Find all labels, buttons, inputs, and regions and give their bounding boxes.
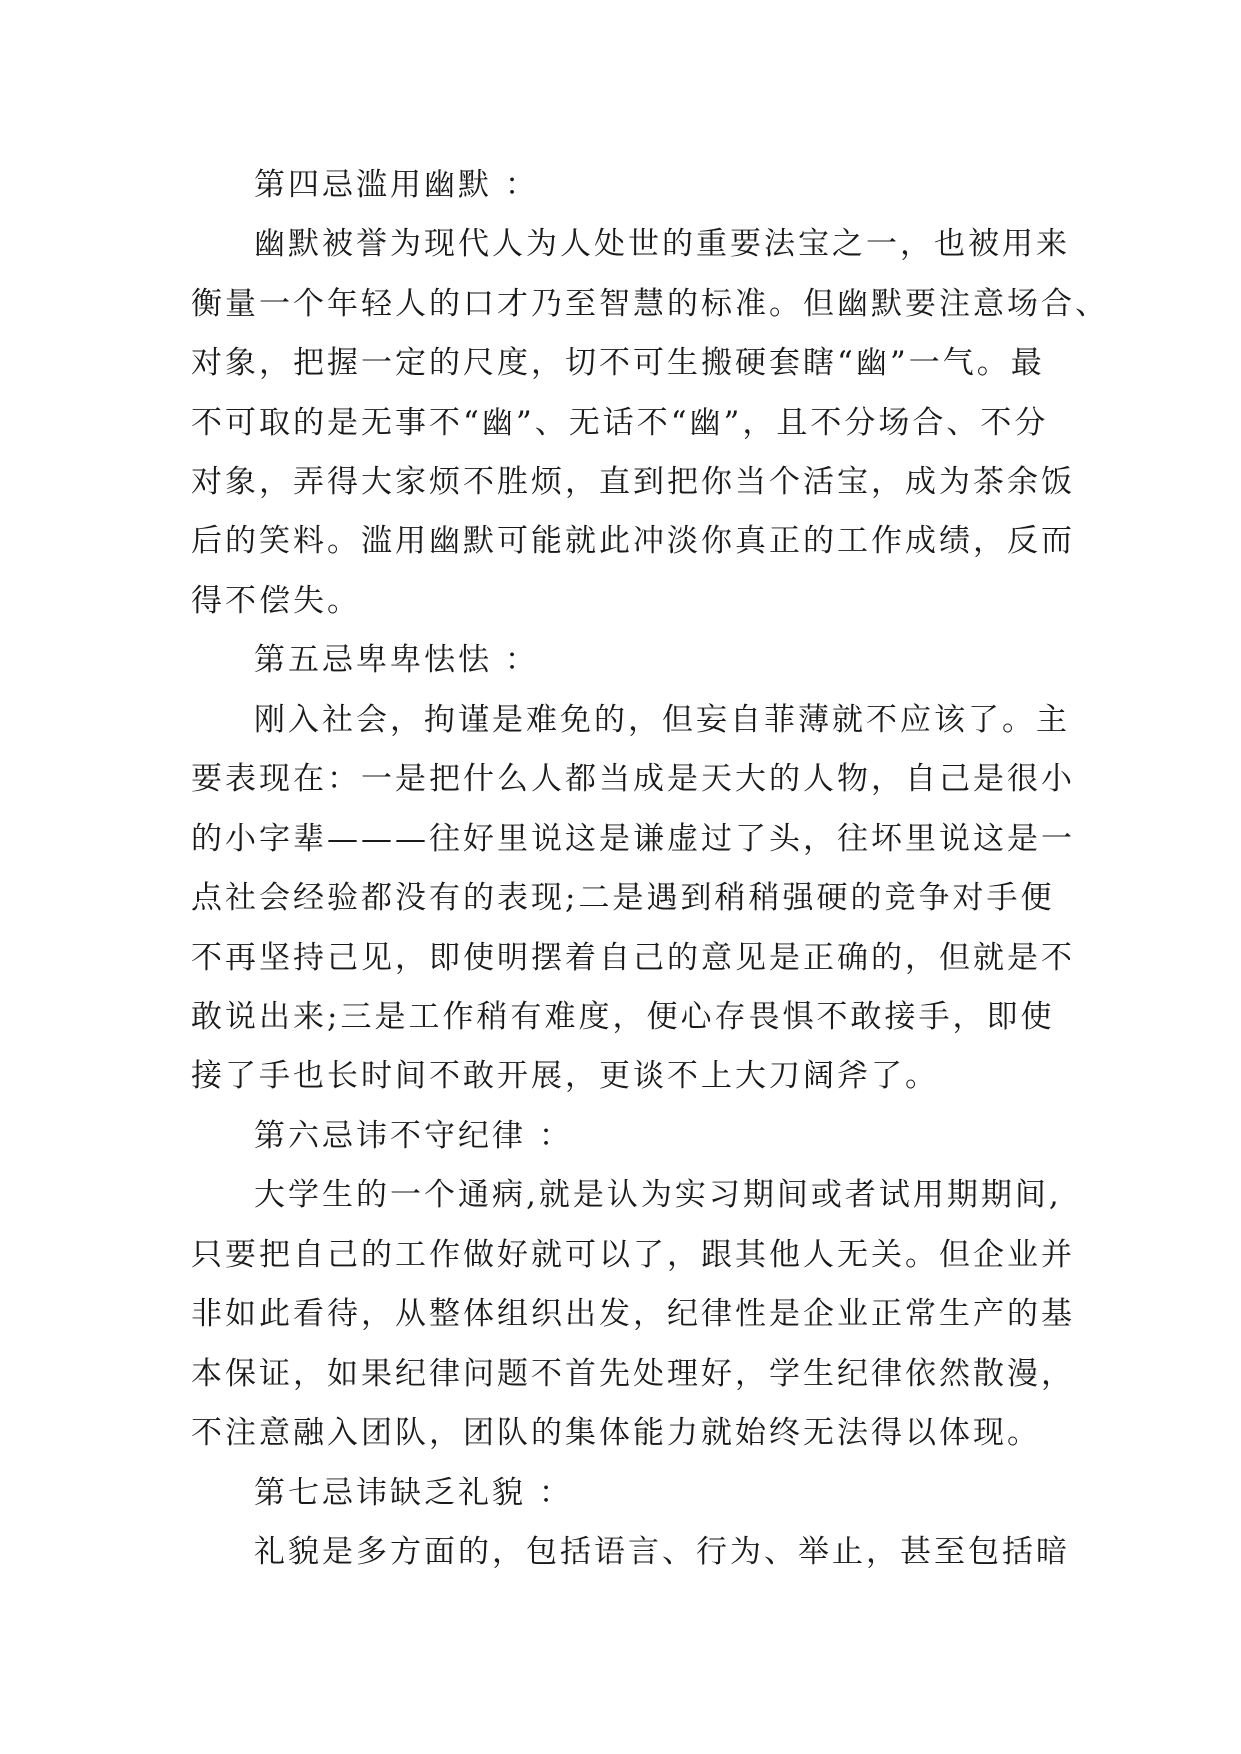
paragraph-line: 幽默被誉为现代人为人处世的重要法宝之一，也被用来 bbox=[254, 226, 1070, 262]
paragraph-line: 的小字辈———往好里说这是谦虚过了头，往坏里说这是一 bbox=[191, 821, 1075, 857]
paragraph-line: 不注意融入团队，团队的集体能力就始终无法得以体现。 bbox=[191, 1415, 1041, 1451]
paragraph-line: 敢说出来;三是工作稍有难度，便心存畏惧不敢接手，即使 bbox=[191, 999, 1055, 1035]
paragraph-line: 点社会经验都没有的表现;二是遇到稍稍强硬的竞争对手便 bbox=[191, 880, 1055, 916]
paragraph-line: 大学生的一个通病,就是认为实习期间或者试用期期间, bbox=[254, 1177, 1062, 1213]
paragraph-line: 只要把自己的工作做好就可以了，跟其他人无关。但企业并 bbox=[191, 1237, 1075, 1273]
paragraph-line: 礼貌是多方面的，包括语言、行为、举止，甚至包括暗 bbox=[254, 1534, 1070, 1570]
paragraph-line: 非如此看待，从整体组织出发，纪律性是企业正常生产的基 bbox=[191, 1296, 1075, 1332]
heading-4: 第四忌滥用幽默 ： bbox=[254, 167, 539, 203]
paragraph-line: 要表现在：一是把什么人都当成是天大的人物，自己是很小 bbox=[191, 761, 1075, 797]
paragraph-line: 得不偿失。 bbox=[191, 583, 361, 619]
heading-7: 第七忌讳缺乏礼貌 ： bbox=[254, 1475, 573, 1511]
paragraph-line: 对象，把握一定的尺度，切不可生搬硬套瞎“幽”一气。最 bbox=[191, 345, 1045, 381]
paragraph-line: 不可取的是无事不“幽”、无话不“幽”，且不分场合、不分 bbox=[191, 405, 1049, 441]
paragraph-line: 不再坚持己见，即使明摆着自己的意见是正确的，但就是不 bbox=[191, 940, 1075, 976]
paragraph-line: 后的笑料。滥用幽默可能就此冲淡你真正的工作成绩，反而 bbox=[191, 523, 1075, 559]
paragraph-line: 衡量一个年轻人的口才乃至智慧的标准。但幽默要注意场合、 bbox=[191, 286, 1109, 322]
paragraph-line: 接了手也长时间不敢开展，更谈不上大刀阔斧了。 bbox=[191, 1058, 939, 1094]
paragraph-line: 对象，弄得大家烦不胜烦，直到把你当个活宝，成为茶余饭 bbox=[191, 464, 1075, 500]
paragraph-line: 本保证，如果纪律问题不首先处理好，学生纪律依然散漫， bbox=[191, 1356, 1075, 1392]
heading-5: 第五忌卑卑怯怯 ： bbox=[254, 642, 539, 678]
paragraph-line: 刚入社会，拘谨是难免的，但妄自菲薄就不应该了。主 bbox=[254, 702, 1070, 738]
heading-6: 第六忌讳不守纪律 ： bbox=[254, 1118, 573, 1154]
